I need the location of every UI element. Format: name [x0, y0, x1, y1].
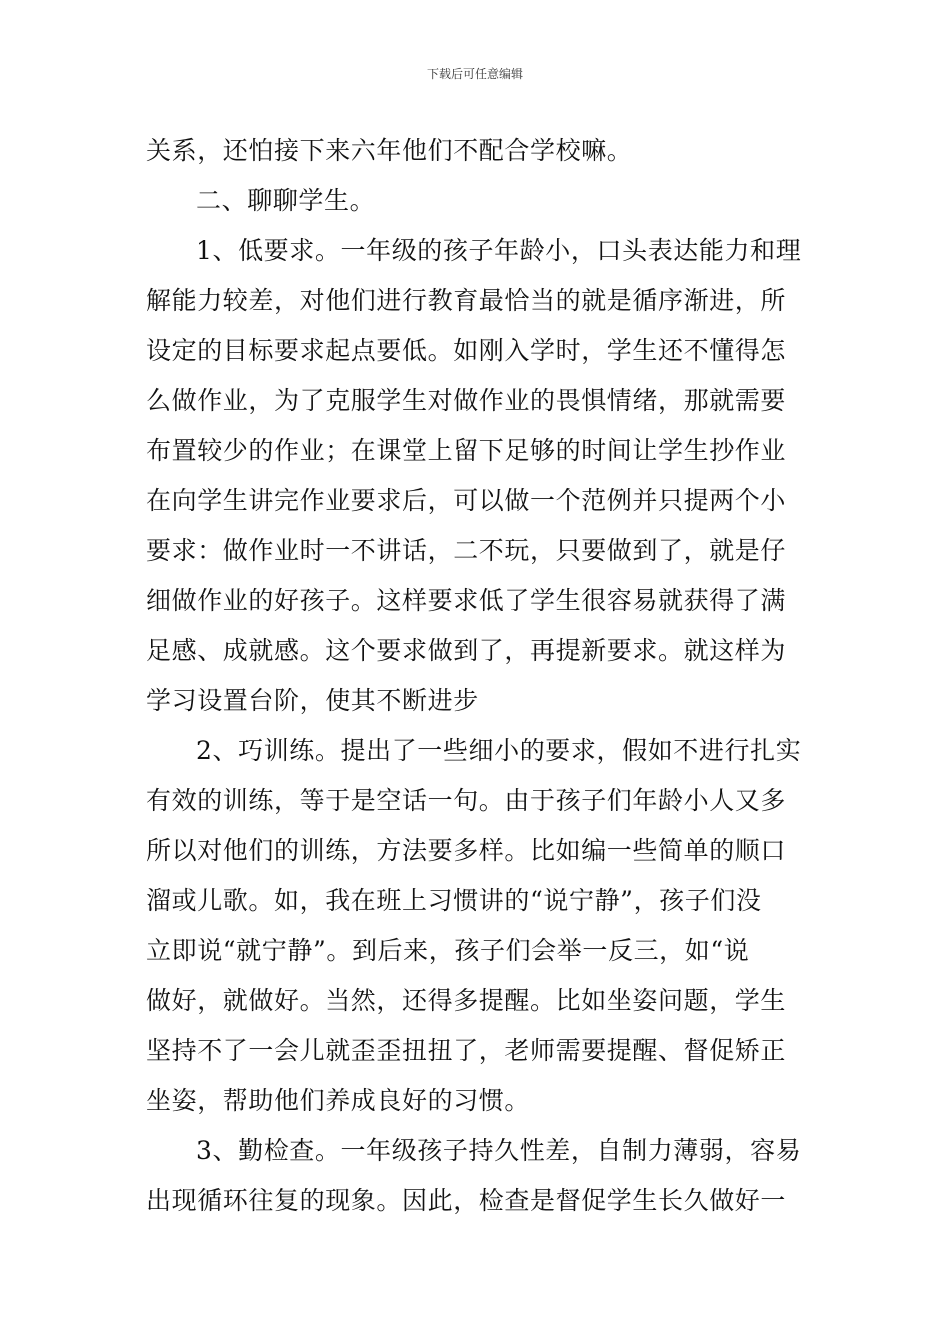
text-line: 1、低要求。一年级的孩子年龄小，口头表达能力和理	[196, 236, 802, 265]
text-line: 解能力较差，对他们进行教育最恰当的就是循序渐进，所	[146, 286, 787, 315]
text-line: 细做作业的好孩子。这样要求低了学生很容易就获得了满	[146, 586, 787, 615]
text-line: 学习设置台阶，使其不断进步	[146, 686, 479, 715]
text-line: 坐姿，帮助他们养成良好的习惯。	[146, 1086, 531, 1115]
text-line: 立即说“就宁静”。到后来，孩子们会举一反三，如“说	[146, 936, 750, 965]
text-line: 3、勤检查。一年级孩子持久性差，自制力薄弱，容易	[196, 1136, 802, 1165]
text-line: 有效的训练，等于是空话一句。由于孩子们年龄小人又多	[146, 786, 787, 815]
text-line: 关系，还怕接下来六年他们不配合学校嘛。	[146, 136, 633, 165]
text-line: 设定的目标要求起点要低。如刚入学时，学生还不懂得怎	[146, 336, 787, 365]
page-header: 下载后可任意编辑	[426, 67, 523, 81]
text-line: 所以对他们的训练，方法要多样。比如编一些简单的顺口	[146, 836, 787, 865]
text-line: 足感、成就感。这个要求做到了，再提新要求。就这样为	[146, 636, 787, 665]
text-line: 出现循环往复的现象。因此，检查是督促学生长久做好一	[146, 1186, 787, 1215]
text-line: 在向学生讲完作业要求后，可以做一个范例并只提两个小	[146, 486, 787, 515]
text-line: 溜或儿歌。如，我在班上习惯讲的“说宁静”，孩子们没	[146, 886, 762, 915]
document-body	[146, 126, 826, 1226]
text-line: 么做作业，为了克服学生对做作业的畏惧情绪，那就需要	[146, 386, 787, 415]
text-line: 坚持不了一会儿就歪歪扭扭了，老师需要提醒、督促矫正	[146, 1036, 787, 1065]
text-line: 要求：做作业时一不讲话，二不玩，只要做到了，就是仔	[146, 536, 787, 565]
text-line: 做好，就做好。当然，还得多提醒。比如坐姿问题，学生	[146, 986, 787, 1015]
text-line: 2、巧训练。提出了一些细小的要求，假如不进行扎实	[196, 736, 802, 765]
section-heading: 二、聊聊学生。	[196, 186, 376, 215]
text-line: 布置较少的作业；在课堂上留下足够的时间让学生抄作业	[146, 436, 787, 465]
